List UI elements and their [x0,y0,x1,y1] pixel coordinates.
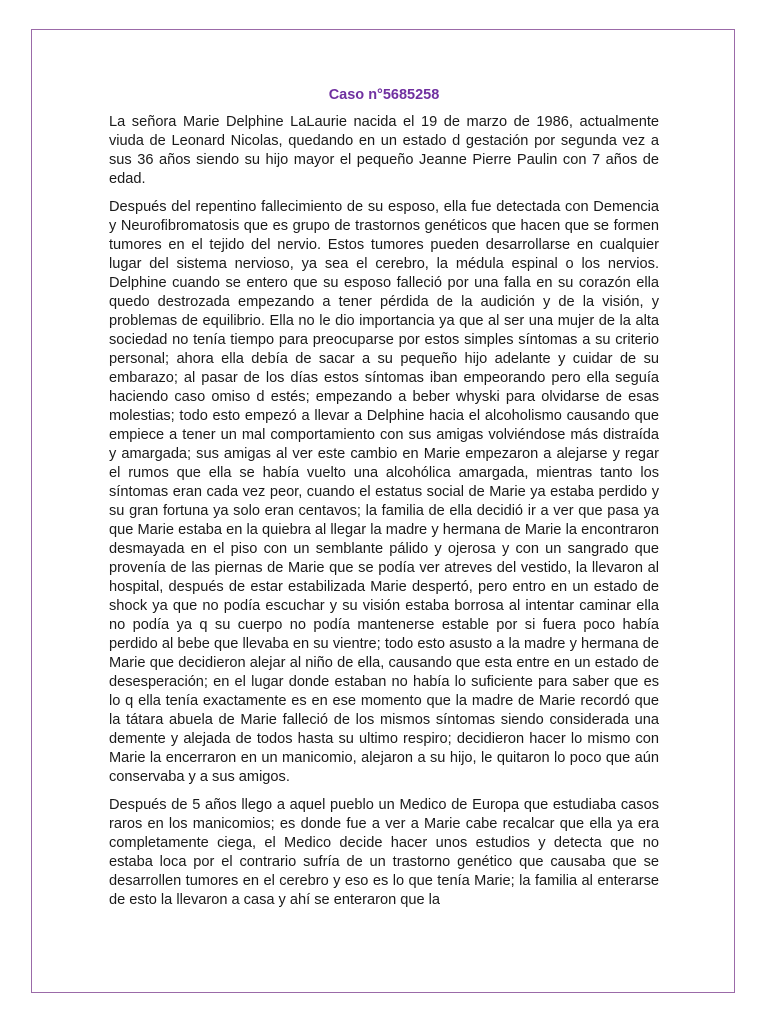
paragraph-3: Después de 5 años llego a aquel pueblo un Medico de Europa que estudiaba casos raros en los manicomios; es donde fue a ver a Marie cabe recalcar que ella ya era completamente ciega, el Medico decide hacer unos estudios y detecta que no estaba loca por el contrario sufría de un trastorno genético que causaba que se desarrollen tumores en el cerebro y eso es lo que tenía Marie; la familia al enterarse de esto la llevaron a casa y ahí se enteraron que la [109,797,659,908]
paragraph-2: Después del repentino fallecimiento de su esposo, ella fue detectada con Demencia y Neurofibromatosis que es grupo de trastornos genéticos que hacen que se formen tumores en el tejido del nervio. Estos tumores pueden desarrollarse en cualquier lugar del sistema nervioso, ya sea el cerebro, la médula espinal o los nervios. Delphine cuando se entero que su esposo falleció por una falla en su corazón ella quedo destrozada empezando a tener pérdida de la audición y de la visión, y problemas de equilibrio. Ella no le dio importancia ya que al ser una mujer de la alta sociedad no tenía tiempo para preocuparse por estos simples síntomas a su criterio personal; ahora ella debía de sacar a su pequeño hijo adelante y cuidar de su embarazo; al pasar de los días estos síntomas iban empeorando pero ella seguía haciendo caso omiso d estés; empezando a beber whyski para olvidarse de esas molestias; todo esto empezó a llevar a Delphine hacia el alcoholismo causando que empiece a tener un mal comportamiento con sus amigas volviéndose más distraída y amargada; sus amigas al ver este cambio en Marie empezaron a alejarse y regar el rumos que ella se había vuelto una alcohólica amargada, mientras tanto los síntomas eran cada vez peor, cuando el estatus social de Marie ya estaba perdido y su gran fortuna ya solo eran centavos; la familia de ella decidió ir a ver que pasa ya que Marie estaba en la quiebra al llegar la madre y hermana de Marie la encontraron desmayada en el piso con un semblante pálido y ojerosa y con un sangrado que provenía de las piernas de Marie que se podía ver atreves del vestido, la llevaron al hospital, después de estar estabilizada Marie despertó, pero entro en un estado de shock ya que no podía escuchar y su visión estaba borrosa al intentar caminar ella no podía ya q su cuerpo no podía mantenerse estable por si fuera poco había perdido al bebe que llevaba en su vientre; todo esto asusto a la madre y hermana de Marie que decidieron alejar al niño de ella, causando que esta entre en un estado de desesperación; en el lugar donde estaban no había lo suficiente para saber que es lo q ella tenía exactamente es en ese momento que la madre de Marie recordó que la tátara abuela de Marie falleció de los mismos síntomas siendo considerada una demente y alejada de todos hasta su ultimo respiro; decidieron hacer lo mismo con Marie la encerraron en un manicomio, alejaron a su hijo, le quitaron lo poco que aún conservaba y a sus amigos. [109,199,659,785]
document-body [109,86,659,919]
document-title: Caso n°5685258 [328,87,440,103]
paragraph-1: La señora Marie Delphine LaLaurie nacida el 19 de marzo de 1986, actualmente viuda de Leonard Nicolas, quedando en un estado d gestación por segunda vez a sus 36 años siendo su hijo mayor el pequeño Jeanne Pierre Paulin con 7 años de edad. [109,114,659,187]
